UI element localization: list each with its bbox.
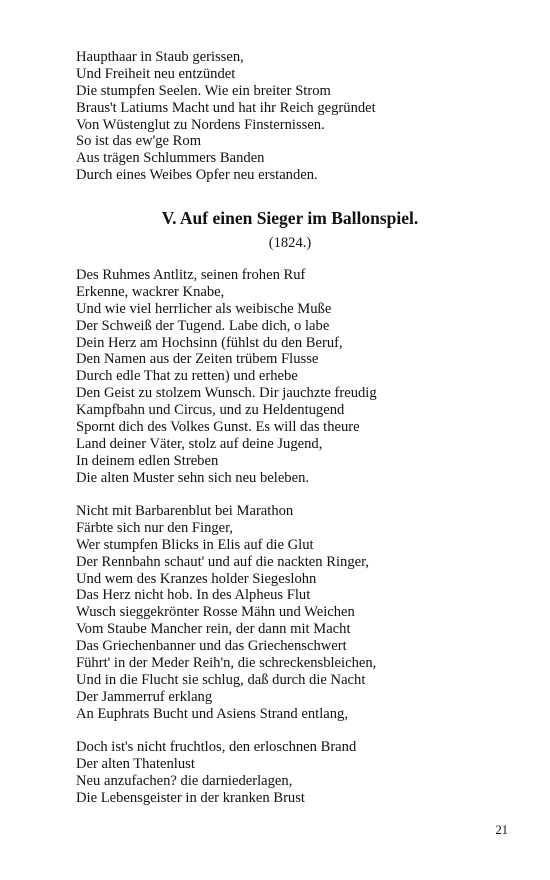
verse-line: In deinem edlen Streben bbox=[76, 452, 219, 469]
stanza-3 bbox=[76, 739, 496, 807]
verse-line: Den Namen aus der Zeiten trübem Flusse bbox=[76, 351, 319, 368]
verse-line: Und wie viel herrlicher als weibische Muße bbox=[76, 300, 332, 317]
verse-line: Die stumpfen Seelen. Wie ein breiter Strom bbox=[76, 82, 331, 99]
verse-line: Des Ruhmes Antlitz, seinen frohen Ruf bbox=[76, 267, 306, 283]
verse-line: Führt' in der Meder Reih'n, die schreckensbleichen, bbox=[76, 655, 377, 672]
verse-line: Das Griechenbanner und das Griechenschwert bbox=[76, 638, 347, 655]
verse-line: Kampfbahn und Circus, und zu Heldentugend bbox=[76, 402, 345, 419]
verse-line: Und Freiheit neu entzündet bbox=[76, 65, 236, 82]
verse-line: Den Geist zu stolzem Wunsch. Dir jauchzte freudig bbox=[76, 385, 377, 402]
verse-line: Wer stumpfen Blicks in Elis auf die Glut bbox=[76, 536, 314, 553]
verse-line: Dein Herz am Hochsinn (fühlst du den Beruf, bbox=[76, 334, 343, 351]
verse-line: Braus't Latiums Macht und hat ihr Reich gegründet bbox=[76, 99, 376, 116]
verse-line: Erkenne, wackrer Knabe, bbox=[76, 283, 225, 300]
verse-line: Der Rennbahn schaut' und auf die nackten Ringer, bbox=[76, 553, 370, 570]
verse-line: Vom Staube Mancher rein, der dann mit Macht bbox=[76, 621, 351, 638]
verse-line: Von Wüstenglut zu Nordens Finsternissen. bbox=[76, 116, 325, 133]
verse-line: Wusch sieggekrönter Rosse Mähn und Weichen bbox=[76, 604, 355, 621]
stanza-1 bbox=[76, 267, 496, 487]
verse-line: Die alten Muster sehn sich neu beleben. bbox=[76, 469, 310, 486]
verse-line: Spornt dich des Volkes Gunst. Es will das theure bbox=[76, 419, 360, 436]
verse-line: Und in die Flucht sie schlug, daß durch die Nacht bbox=[76, 671, 366, 688]
poem-date: (1824.) bbox=[268, 235, 312, 251]
verse-line: Durch edle That zu retten) und erhebe bbox=[76, 368, 298, 385]
stanza-top bbox=[76, 49, 496, 184]
verse-line: Die Lebensgeister in der kranken Brust bbox=[76, 789, 305, 806]
verse-line: Der Schweiß der Tugend. Labe dich, o labe bbox=[76, 317, 330, 334]
verse-line: Haupthaar in Staub gerissen, bbox=[76, 49, 244, 65]
verse-line: Der Jammerruf erklang bbox=[76, 688, 213, 705]
verse-line: Das Herz nicht hob. In des Alpheus Flut bbox=[76, 587, 311, 604]
stanza-2 bbox=[76, 503, 496, 723]
verse-line: Neu anzufachen? die darniederlagen, bbox=[76, 772, 293, 789]
verse-line: Durch eines Weibes Opfer neu erstanden. bbox=[76, 167, 318, 184]
verse-line: Färbte sich nur den Finger, bbox=[76, 519, 234, 536]
verse-line: An Euphrats Bucht und Asiens Strand entlang, bbox=[76, 705, 348, 722]
verse-line: So ist das ew'ge Rom bbox=[76, 133, 202, 150]
verse-line: Land deiner Väter, stolz auf deine Jugend, bbox=[76, 435, 323, 452]
verse-line: Nicht mit Barbarenblut bei Marathon bbox=[76, 503, 294, 519]
verse-line: Und wem des Kranzes holder Siegeslohn bbox=[76, 570, 317, 587]
verse-line: Doch ist's nicht fruchtlos, den erloschnen Brand bbox=[76, 739, 357, 755]
poem-title: V. Auf einen Sieger im Ballonspiel. bbox=[161, 208, 419, 228]
page-number: 21 bbox=[495, 823, 508, 837]
verse-line: Aus trägen Schlummers Banden bbox=[76, 150, 265, 167]
verse-line: Der alten Thatenlust bbox=[76, 755, 195, 772]
